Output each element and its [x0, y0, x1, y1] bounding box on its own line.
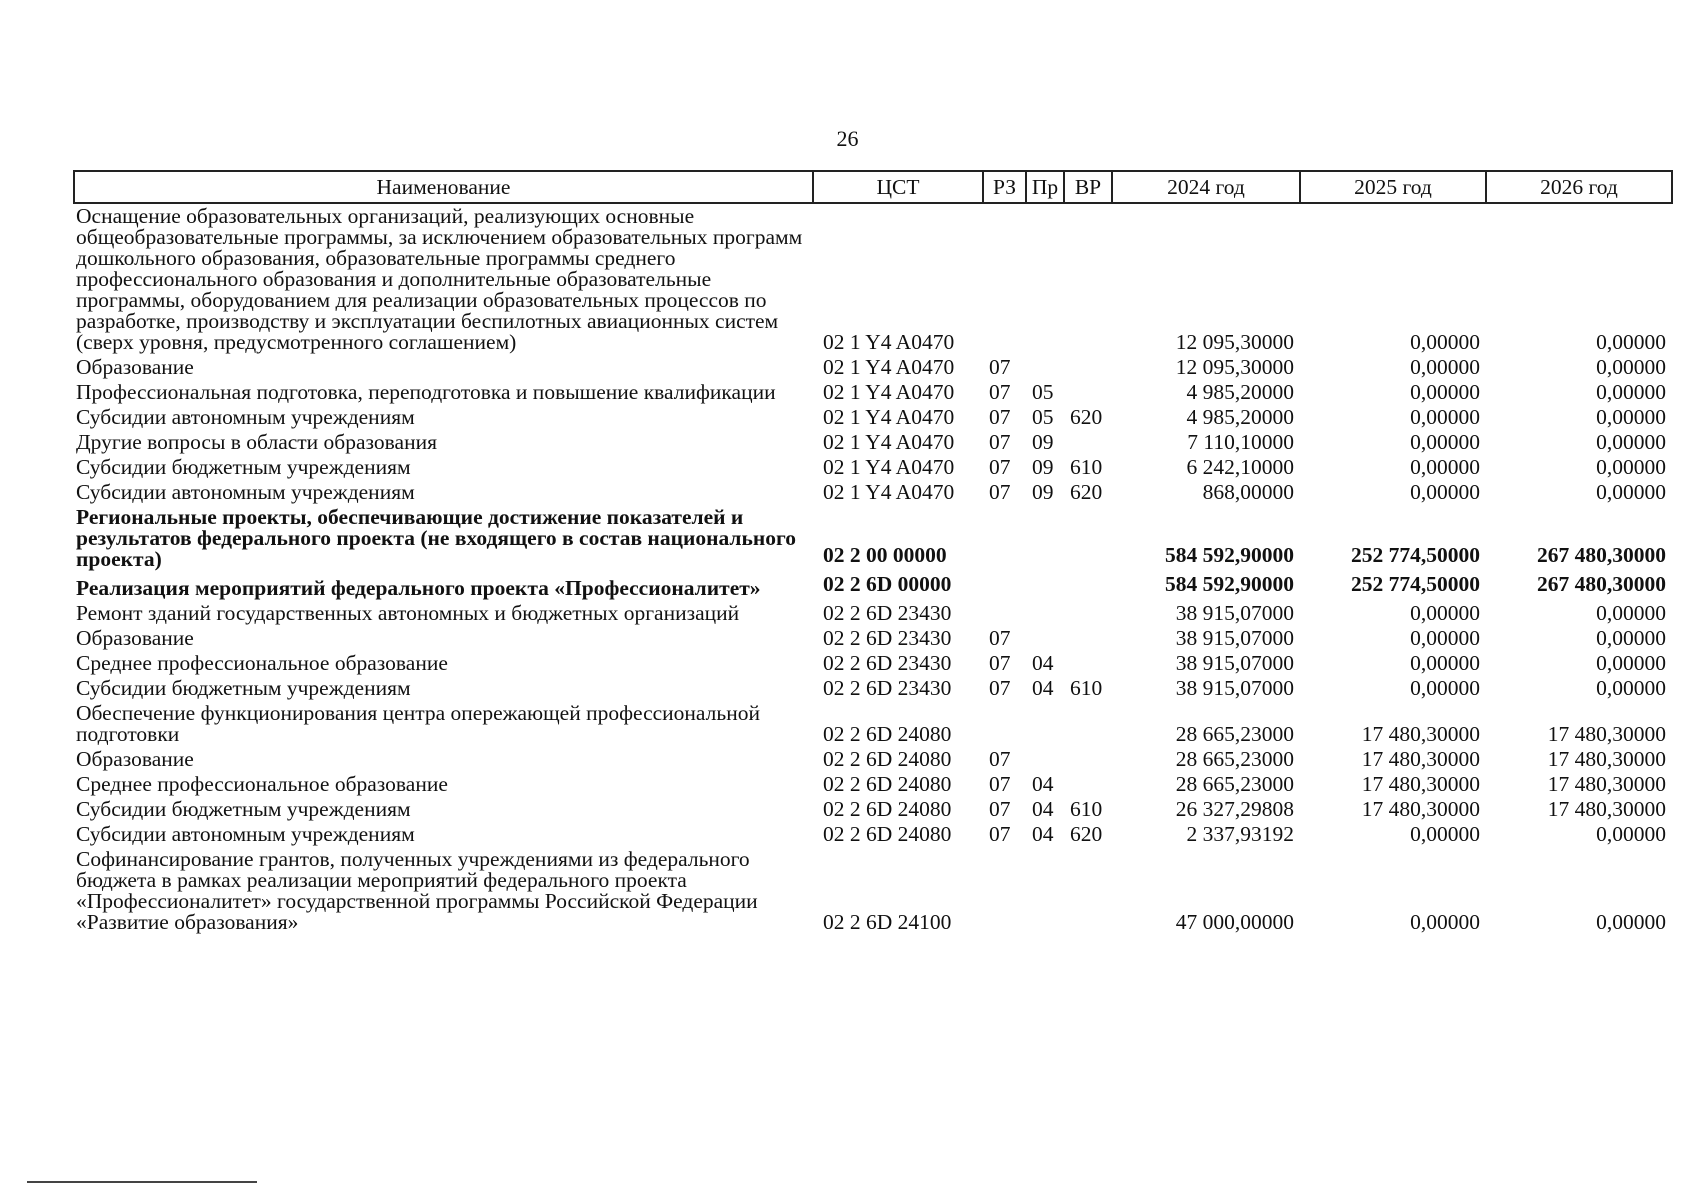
cell-y2025: 0,00000: [1410, 910, 1480, 934]
cell-y2026: 0,00000: [1596, 822, 1666, 846]
cell-vr: [1064, 847, 1112, 935]
cell-y2026: 17 480,30000: [1547, 747, 1666, 771]
cell-vr: [1064, 203, 1112, 355]
cell-name: Ремонт зданий государственных автономных и бюджетных организаций: [76, 601, 740, 625]
cell-pr: 05: [1032, 380, 1054, 404]
cell-rz: [983, 572, 1026, 601]
cell-y2024: 4 985,20000: [1186, 405, 1294, 429]
column-header-rz: РЗ: [983, 171, 1026, 203]
column-header-name: Наименование: [74, 171, 813, 203]
cell-y2025: 0,00000: [1410, 355, 1480, 379]
cell-rz: 07: [989, 480, 1011, 504]
cell-cst: 02 1 Y4 A0470: [823, 430, 955, 454]
cell-rz: 07: [989, 797, 1011, 821]
cell-cst: 02 2 6D 23430: [823, 626, 952, 650]
cell-y2025: 0,00000: [1410, 430, 1480, 454]
cell-y2026: 0,00000: [1596, 626, 1666, 650]
cell-rz: [983, 601, 1026, 626]
cell-pr: 04: [1032, 651, 1054, 675]
cell-name: Субсидии бюджетным учреждениям: [76, 455, 411, 479]
cell-vr: 610: [1070, 455, 1103, 479]
cell-y2025: 0,00000: [1410, 626, 1480, 650]
cell-name: Образование: [76, 747, 194, 771]
cell-rz: 07: [989, 355, 1011, 379]
footer-rule: [27, 1181, 257, 1183]
cell-name: Обеспечение функционирования центра опережающей профессиональной подготовки: [76, 701, 760, 746]
cell-y2026: 0,00000: [1596, 455, 1666, 479]
cell-name: Региональные проекты, обеспечивающие достижение показателей и результатов федерального проекта (не входящего в состав национального проекта): [76, 505, 796, 571]
cell-vr: 620: [1070, 480, 1103, 504]
cell-pr: [1026, 505, 1064, 572]
table-row: [74, 747, 1672, 772]
cell-y2024: 38 915,07000: [1175, 651, 1294, 675]
cell-vr: [1064, 626, 1112, 651]
cell-y2024: 38 915,07000: [1175, 601, 1294, 625]
cell-y2024: 868,00000: [1202, 480, 1294, 504]
table-row: [74, 455, 1672, 480]
cell-name: Оснащение образовательных организаций, реализующих основные общеобразовательные программы, за исключением образовательных программ дошкольного образования, образовательные программы среднего профессионального образования и дополнительные образовательные программы, оборудованием для реализации образовательных процессов по разработке, производству и эксплуатации беспилотных авиационных систем (сверх уровня, предусмотренного соглашением): [76, 204, 803, 354]
cell-y2025: 17 480,30000: [1361, 722, 1480, 746]
cell-vr: 620: [1070, 405, 1103, 429]
cell-pr: [1026, 626, 1064, 651]
table-row: [74, 797, 1672, 822]
table-row: [74, 822, 1672, 847]
cell-cst: 02 1 Y4 A0470: [823, 480, 955, 504]
table-row: [74, 601, 1672, 626]
cell-cst: 02 2 6D 24080: [823, 722, 952, 746]
table-header-row: [74, 171, 1672, 203]
cell-name: Среднее профессиональное образование: [76, 772, 448, 796]
cell-vr: [1064, 430, 1112, 455]
cell-cst: 02 1 Y4 A0470: [823, 455, 955, 479]
cell-y2026: 0,00000: [1596, 651, 1666, 675]
column-header-2026: 2026 год: [1486, 171, 1672, 203]
cell-name: Субсидии бюджетным учреждениям: [76, 676, 411, 700]
column-header-2024: 2024 год: [1112, 171, 1300, 203]
table-row: [74, 430, 1672, 455]
table-row: [74, 380, 1672, 405]
cell-rz: [983, 505, 1026, 572]
cell-vr: [1064, 747, 1112, 772]
cell-pr: [1026, 701, 1064, 747]
cell-name: Субсидии автономным учреждениям: [76, 822, 415, 846]
cell-y2026: 0,00000: [1596, 430, 1666, 454]
cell-pr: [1026, 355, 1064, 380]
cell-y2024: 28 665,23000: [1175, 772, 1294, 796]
cell-y2024: 28 665,23000: [1175, 747, 1294, 771]
cell-y2025: 0,00000: [1410, 601, 1480, 625]
cell-vr: 620: [1070, 822, 1103, 846]
cell-cst: 02 2 6D 24080: [823, 822, 952, 846]
cell-cst: 02 2 6D 24080: [823, 797, 952, 821]
cell-vr: [1064, 505, 1112, 572]
cell-y2024: 26 327,29808: [1175, 797, 1294, 821]
cell-y2026: 267 480,30000: [1537, 543, 1666, 567]
cell-cst: 02 2 6D 23430: [823, 651, 952, 675]
cell-y2025: 0,00000: [1410, 822, 1480, 846]
cell-pr: 09: [1032, 430, 1054, 454]
column-header-2025: 2025 год: [1300, 171, 1486, 203]
cell-rz: 07: [989, 651, 1011, 675]
cell-y2026: 0,00000: [1596, 601, 1666, 625]
column-header-pr: Пр: [1026, 171, 1064, 203]
cell-pr: [1026, 203, 1064, 355]
cell-y2025: 0,00000: [1410, 651, 1480, 675]
cell-y2024: 6 242,10000: [1186, 455, 1294, 479]
cell-pr: 09: [1032, 455, 1054, 479]
cell-y2024: 584 592,90000: [1165, 543, 1294, 567]
table-row: [74, 203, 1672, 355]
cell-y2025: 252 774,50000: [1351, 572, 1480, 596]
cell-cst: 02 1 Y4 A0470: [823, 355, 955, 379]
cell-rz: 07: [989, 626, 1011, 650]
cell-y2024: 7 110,10000: [1187, 430, 1294, 454]
table-row: [74, 626, 1672, 651]
cell-rz: [983, 847, 1026, 935]
cell-pr: 04: [1032, 822, 1054, 846]
cell-rz: [983, 203, 1026, 355]
cell-cst: 02 2 6D 24080: [823, 772, 952, 796]
table-row: [74, 772, 1672, 797]
cell-vr: [1064, 355, 1112, 380]
cell-y2024: 2 337,93192: [1186, 822, 1294, 846]
cell-y2025: 0,00000: [1410, 455, 1480, 479]
cell-y2025: 0,00000: [1410, 330, 1480, 354]
cell-vr: [1064, 601, 1112, 626]
cell-pr: [1026, 747, 1064, 772]
table-row: [74, 651, 1672, 676]
cell-y2026: 0,00000: [1596, 910, 1666, 934]
cell-y2026: 0,00000: [1596, 380, 1666, 404]
cell-pr: 05: [1032, 405, 1054, 429]
cell-vr: 610: [1070, 676, 1103, 700]
cell-name: Образование: [76, 355, 194, 379]
cell-name: Другие вопросы в области образования: [76, 430, 437, 454]
cell-name: Образование: [76, 626, 194, 650]
cell-y2025: 0,00000: [1410, 676, 1480, 700]
cell-pr: [1026, 601, 1064, 626]
cell-name: Профессиональная подготовка, переподготовка и повышение квалификации: [76, 380, 776, 404]
table-row: [74, 676, 1672, 701]
cell-y2025: 17 480,30000: [1361, 797, 1480, 821]
cell-cst: 02 2 6D 24080: [823, 747, 952, 771]
cell-pr: 04: [1032, 676, 1054, 700]
cell-rz: 07: [989, 772, 1011, 796]
cell-y2025: 17 480,30000: [1361, 772, 1480, 796]
cell-y2025: 0,00000: [1410, 405, 1480, 429]
cell-cst: 02 2 6D 23430: [823, 601, 952, 625]
cell-cst: 02 2 6D 23430: [823, 676, 952, 700]
column-header-cst: ЦСТ: [813, 171, 983, 203]
cell-y2026: 17 480,30000: [1547, 797, 1666, 821]
cell-name: Реализация мероприятий федерального проекта «Профессионалитет»: [76, 576, 761, 600]
column-header-vr: ВР: [1064, 171, 1112, 203]
cell-rz: 07: [989, 430, 1011, 454]
cell-cst: 02 2 00 00000: [823, 543, 947, 567]
table-row: [74, 505, 1672, 572]
cell-y2026: 0,00000: [1596, 405, 1666, 429]
cell-y2024: 4 985,20000: [1186, 380, 1294, 404]
table-row: [74, 701, 1672, 747]
cell-y2024: 12 095,30000: [1175, 330, 1294, 354]
cell-y2024: 28 665,23000: [1175, 722, 1294, 746]
cell-rz: 07: [989, 822, 1011, 846]
cell-name: Среднее профессиональное образование: [76, 651, 448, 675]
cell-rz: 07: [989, 380, 1011, 404]
cell-cst: 02 2 6D 00000: [823, 572, 952, 596]
cell-y2025: 252 774,50000: [1351, 543, 1480, 567]
cell-y2025: 0,00000: [1410, 480, 1480, 504]
cell-y2024: 12 095,30000: [1175, 355, 1294, 379]
cell-name: Субсидии бюджетным учреждениям: [76, 797, 411, 821]
cell-y2026: 0,00000: [1596, 480, 1666, 504]
cell-cst: 02 1 Y4 A0470: [823, 380, 955, 404]
cell-name: Субсидии автономным учреждениям: [76, 480, 415, 504]
cell-y2026: 17 480,30000: [1547, 772, 1666, 796]
cell-pr: 09: [1032, 480, 1054, 504]
table-row: [74, 355, 1672, 380]
cell-vr: [1064, 701, 1112, 747]
cell-cst: 02 1 Y4 A0470: [823, 405, 955, 429]
cell-pr: 04: [1032, 772, 1054, 796]
cell-rz: 07: [989, 455, 1011, 479]
cell-y2026: 0,00000: [1596, 676, 1666, 700]
page-number: 26: [836, 126, 859, 151]
cell-y2024: 47 000,00000: [1175, 910, 1294, 934]
cell-y2024: 38 915,07000: [1175, 676, 1294, 700]
cell-cst: 02 2 6D 24100: [823, 910, 952, 934]
cell-rz: 07: [989, 676, 1011, 700]
cell-pr: 04: [1032, 797, 1054, 821]
cell-vr: [1064, 651, 1112, 676]
table-row: [74, 847, 1672, 935]
cell-vr: [1064, 772, 1112, 797]
cell-y2026: 0,00000: [1596, 330, 1666, 354]
budget-table: [73, 170, 1673, 935]
table-body: [74, 203, 1672, 935]
cell-y2026: 17 480,30000: [1547, 722, 1666, 746]
cell-rz: 07: [989, 747, 1011, 771]
cell-name: Субсидии автономным учреждениям: [76, 405, 415, 429]
cell-rz: [983, 701, 1026, 747]
cell-y2026: 267 480,30000: [1537, 572, 1666, 596]
cell-y2026: 0,00000: [1596, 355, 1666, 379]
cell-y2025: 17 480,30000: [1361, 747, 1480, 771]
cell-pr: [1026, 847, 1064, 935]
cell-rz: 07: [989, 405, 1011, 429]
cell-y2025: 0,00000: [1410, 380, 1480, 404]
cell-vr: [1064, 380, 1112, 405]
cell-y2024: 584 592,90000: [1165, 572, 1294, 596]
cell-vr: [1064, 572, 1112, 601]
table-row: [74, 405, 1672, 430]
cell-pr: [1026, 572, 1064, 601]
table-row: [74, 572, 1672, 601]
cell-y2024: 38 915,07000: [1175, 626, 1294, 650]
table-row: [74, 480, 1672, 505]
cell-name: Софинансирование грантов, полученных учреждениями из федерального бюджета в рамках реализации мероприятий федерального проекта «Профессионалитет» государственной программы Российской Федерации «Развитие образования»: [76, 847, 758, 934]
cell-cst: 02 1 Y4 A0470: [823, 330, 955, 354]
cell-vr: 610: [1070, 797, 1103, 821]
